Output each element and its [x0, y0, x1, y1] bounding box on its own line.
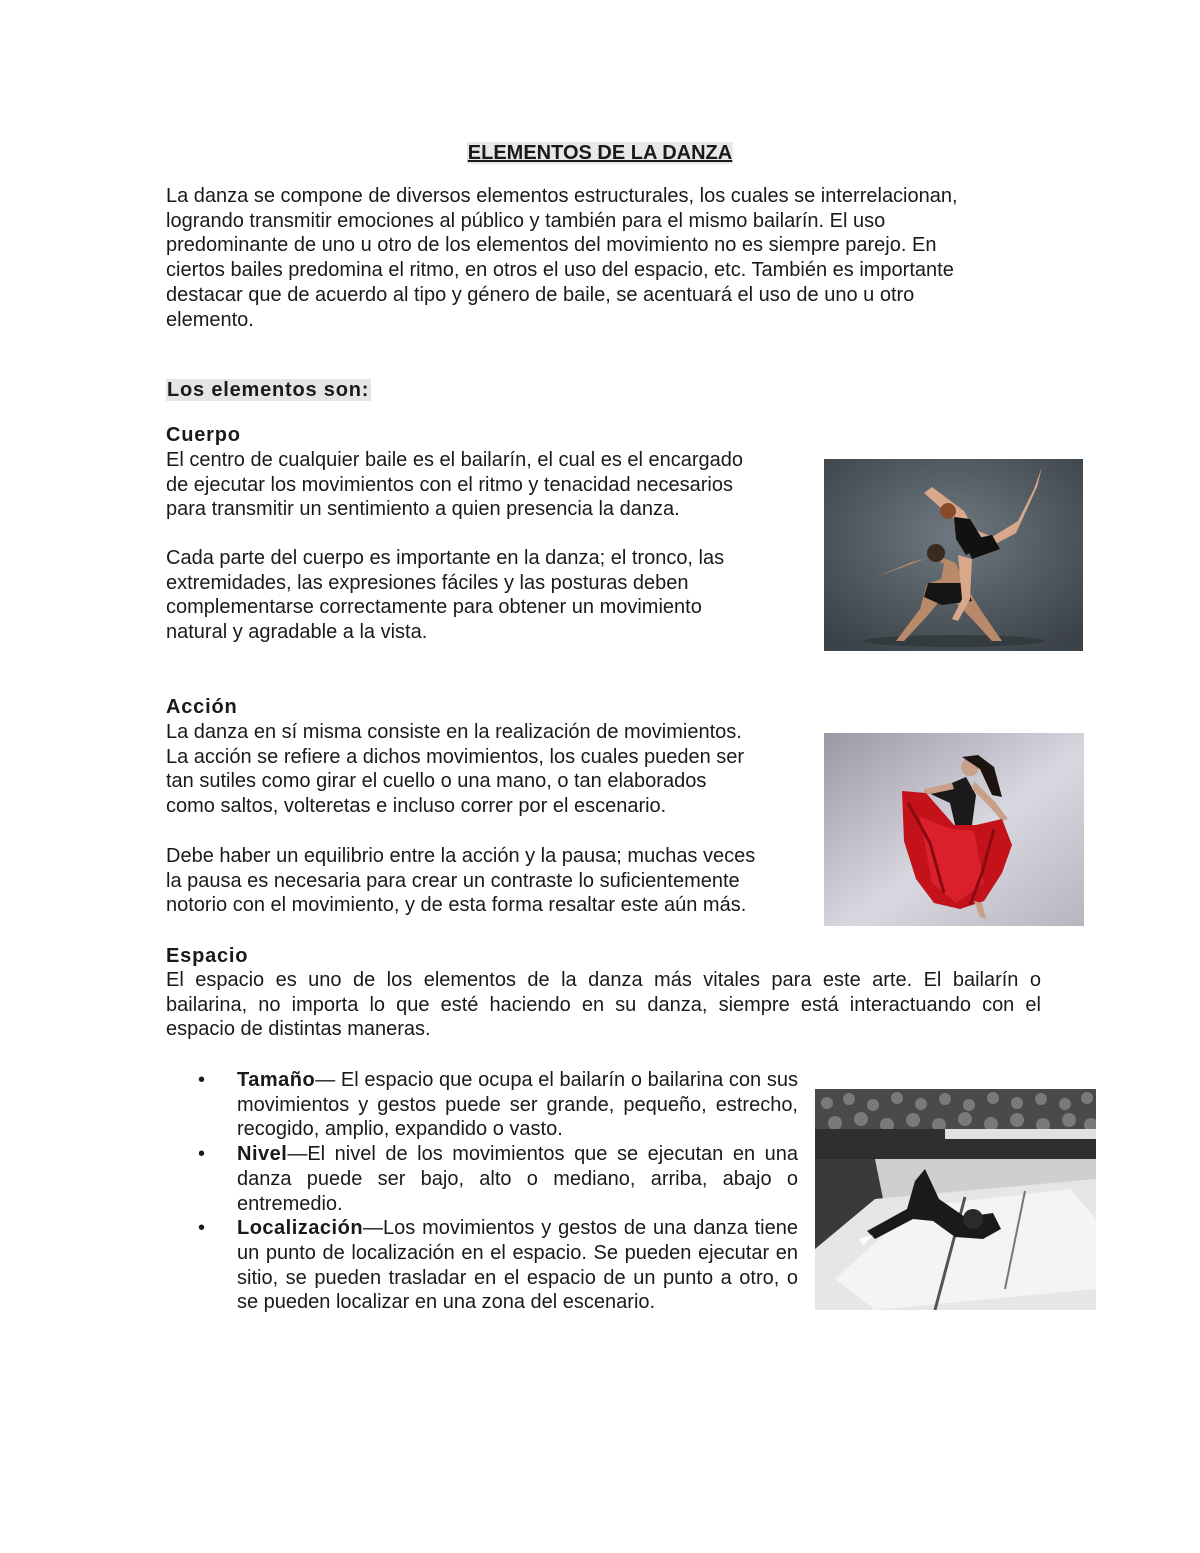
bullet-marker: •	[198, 1217, 206, 1240]
accion-paragraph-2: Debe haber un equilibrio entre la acción y la pausa; muchas veces la pausa es necesaria para crear un contraste lo suficientemente notorio con el movimiento, y de esta forma resaltar este aún más.	[166, 845, 756, 917]
bullet-term: Localización	[237, 1217, 364, 1240]
espacio-paragraph: El espacio es uno de los elementos de la danza más vitales para este arte. El bailarín o bailarina, no importa lo que esté haciendo en su danza, siempre está interactuando con el espacio de distintas maneras.	[166, 969, 1041, 1041]
bullet-item-nivel	[198, 1142, 798, 1216]
dancers-duo-illustration	[824, 459, 1083, 651]
espacio-bullet-list	[198, 1068, 798, 1315]
elements-heading: Los elementos son:	[167, 379, 370, 401]
bullet-term: Nivel	[237, 1143, 288, 1166]
bullet-text: — El espacio que ocupa el bailarín o bailarina con sus movimientos y gestos puede ser grande, pequeño, estrecho, recogido, amplio, expandido o vasto.	[237, 1069, 798, 1141]
bullet-term: Tamaño	[237, 1069, 316, 1091]
bullet-text: —El nivel de los movimientos que se ejecutan en una danza puede ser bajo, alto o mediano, arriba, abajo o entremedio.	[237, 1143, 798, 1215]
red-skirt-dancer-illustration	[824, 733, 1084, 926]
page-title: ELEMENTOS DE LA DANZA	[467, 142, 733, 164]
bullet-marker: •	[198, 1069, 206, 1091]
espacio-heading: Espacio	[166, 945, 249, 967]
bullet-item-localizacion	[198, 1216, 798, 1315]
red-skirt-dancer-photo	[824, 733, 1084, 926]
breakdancer-illustration	[815, 1089, 1096, 1310]
intro-paragraph: La danza se compone de diversos elementos estructurales, los cuales se interrelacionan, logrando transmitir emociones al público y también para el mismo bailarín. El uso predominante de uno u otro de los elementos del movimiento no es siempre parejo. En ciertos bailes predomina el ritmo, en otros el uso del espacio, etc. También es importante destacar que de acuerdo al tipo y género de baile, se acentuará el uso de uno u otro elemento.	[166, 185, 958, 331]
bullet-text: —Los movimientos y gestos de una danza tiene un punto de localización en el espacio. Se pueden ejecutar en sitio, se pueden trasladar en el espacio de un punto a otro, o se pueden localizar en una zona del escenario.	[237, 1217, 798, 1314]
bullet-marker: •	[198, 1143, 206, 1166]
breakdancer-photo	[815, 1089, 1096, 1310]
accion-heading: Acción	[166, 696, 238, 718]
cuerpo-heading: Cuerpo	[166, 424, 241, 446]
cuerpo-paragraph-2: Cada parte del cuerpo es importante en la danza; el tronco, las extremidades, las expresiones fáciles y las posturas deben complementarse correctamente para obtener un movimiento natural y agradable a la vista.	[166, 547, 725, 644]
bullet-item-tamano	[198, 1068, 798, 1142]
dancers-duo-photo	[824, 459, 1083, 651]
cuerpo-paragraph-1: El centro de cualquier baile es el bailarín, el cual es el encargado de ejecutar los movimientos con el ritmo y tenacidad necesarios para transmitir un sentimiento a quien presencia la danza.	[166, 449, 744, 521]
accion-paragraph-1: La danza en sí misma consiste en la realización de movimientos. La acción se refiere a dichos movimientos, los cuales pueden ser tan sutiles como girar el cuello o una mano, o tan elaborados como saltos, volteretas e incluso correr por el escenario.	[166, 721, 745, 818]
